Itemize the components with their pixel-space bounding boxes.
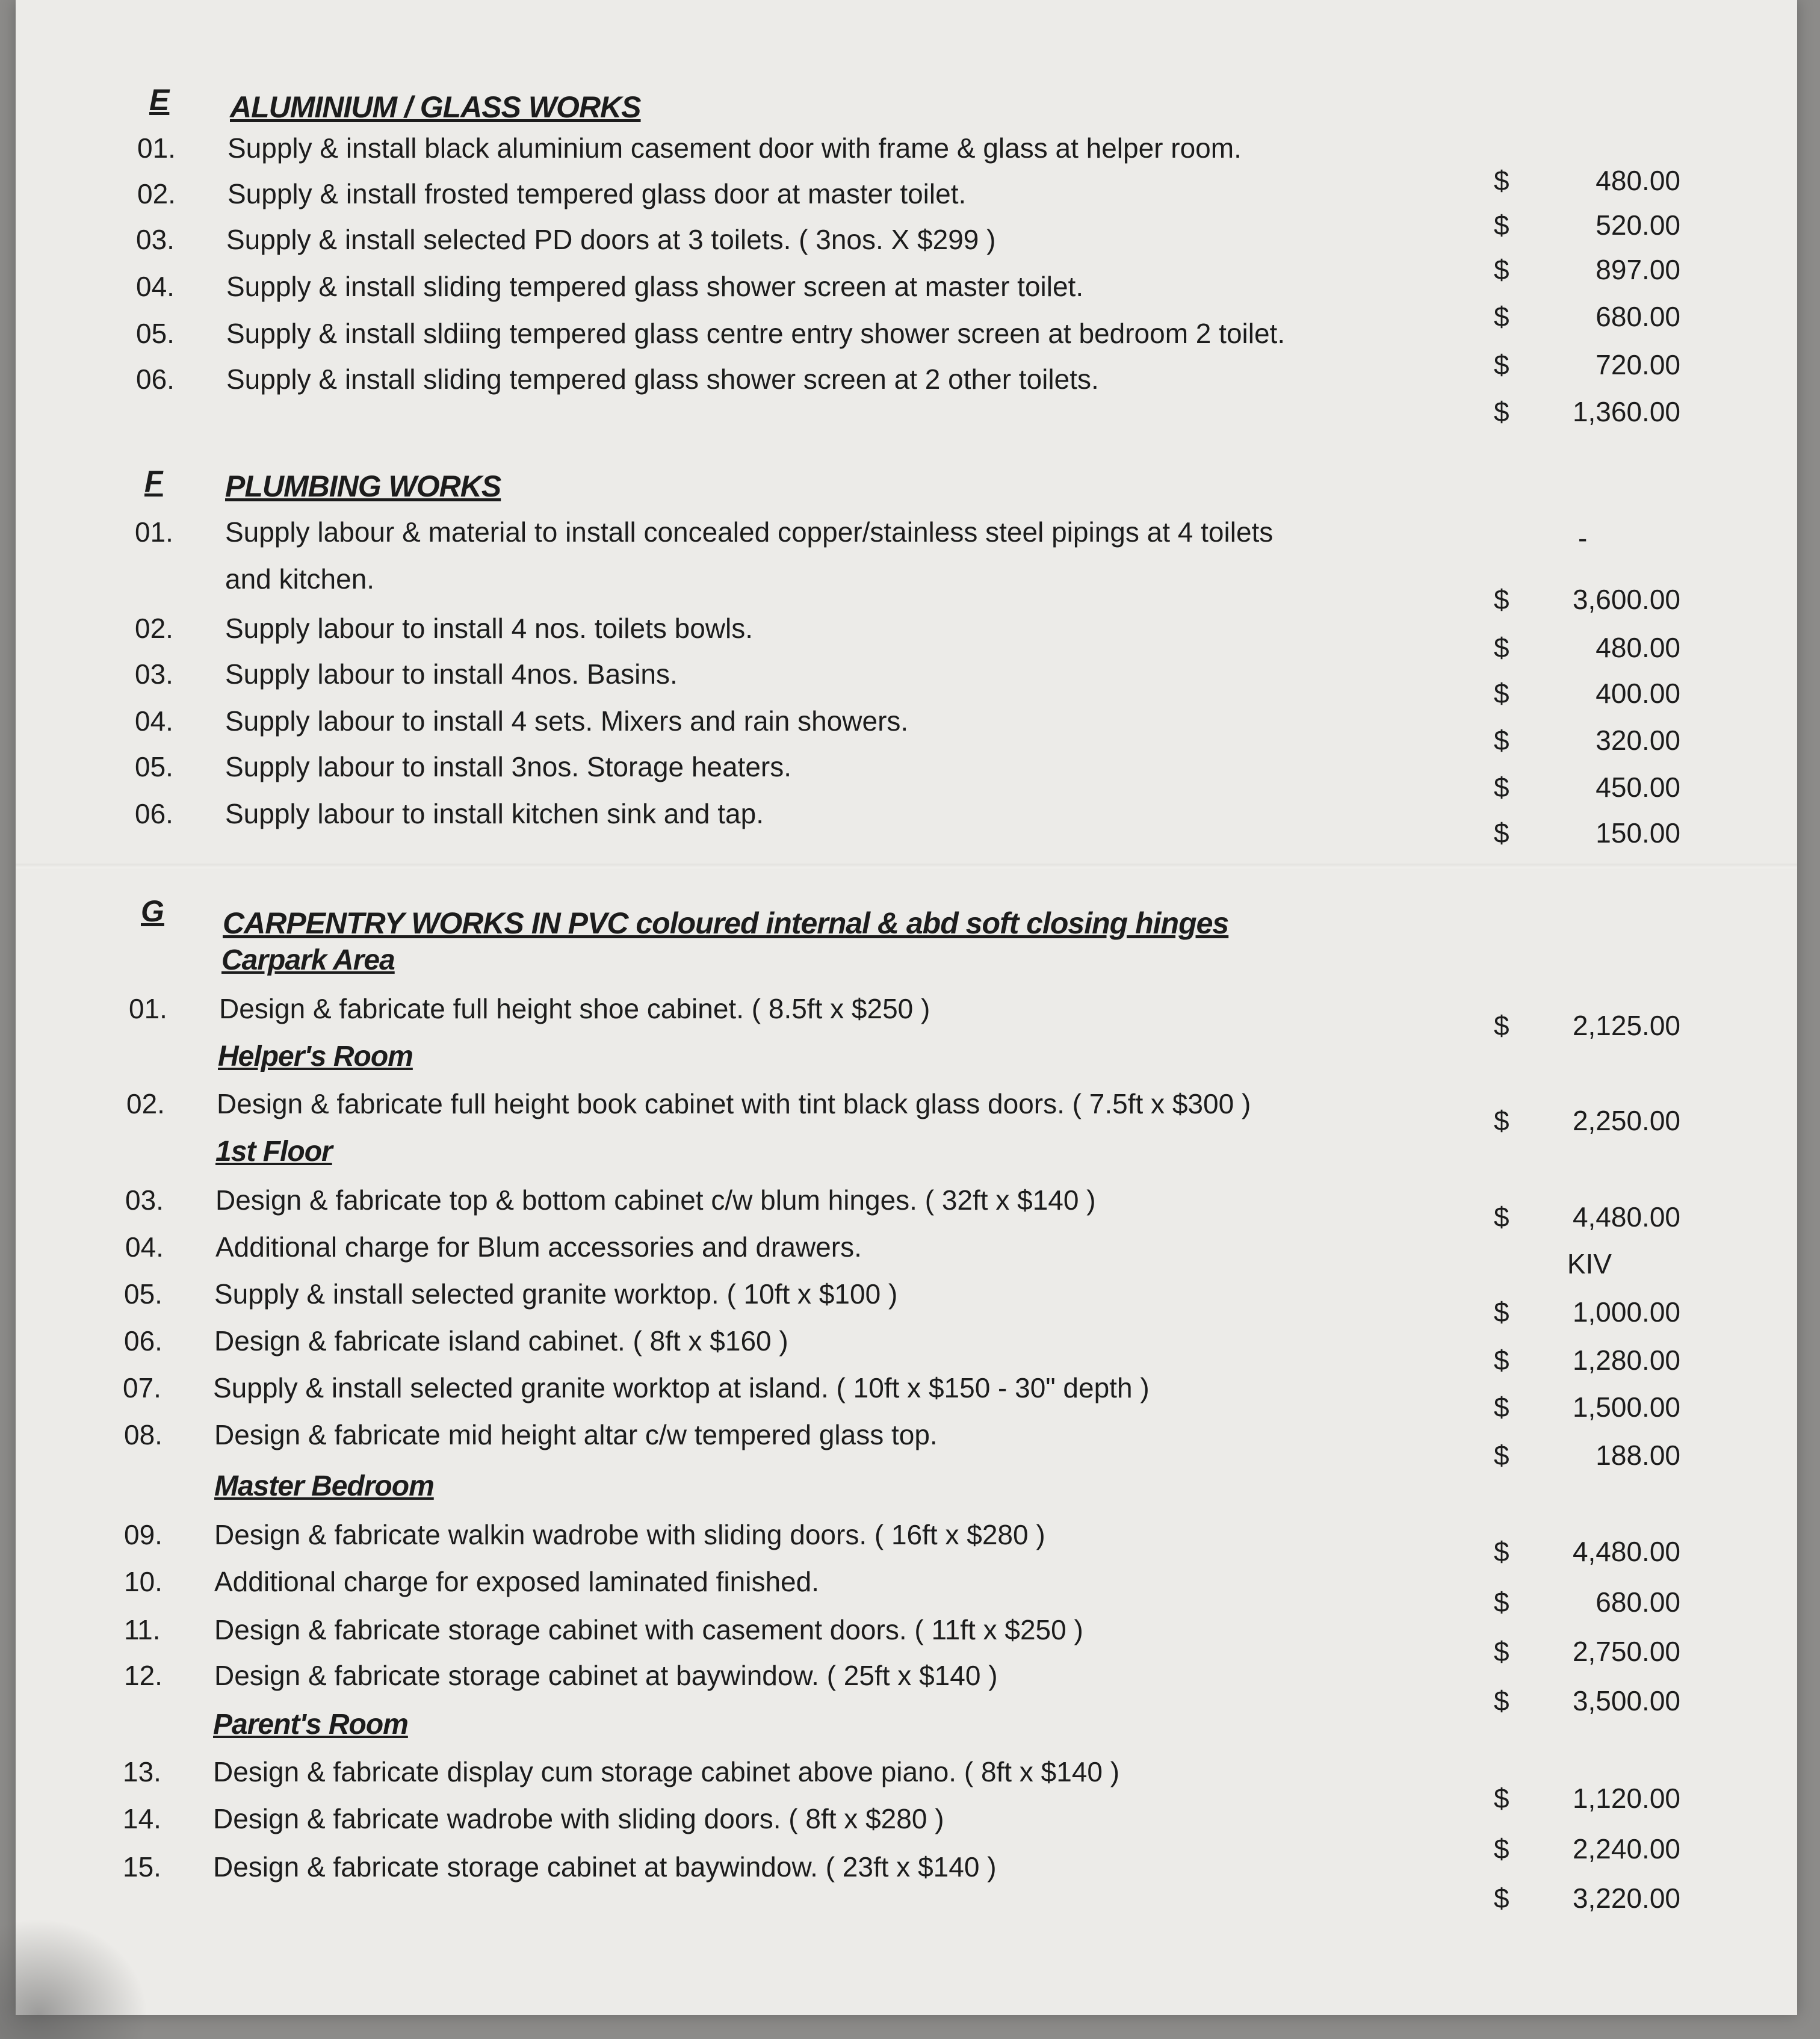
currency-symbol: $ — [1494, 165, 1509, 196]
item-amount — [1494, 1629, 1680, 1674]
subheading: Helper's Room — [218, 1041, 413, 1072]
amount-value: 2,250.00 — [1572, 1105, 1680, 1136]
item-number: 02. — [135, 613, 173, 644]
item-number: 05. — [124, 1278, 162, 1310]
amount-value: 680.00 — [1596, 301, 1680, 332]
amount-value: 1,000.00 — [1572, 1296, 1680, 1328]
item-number: 14. — [123, 1803, 161, 1834]
item-amount — [1494, 1775, 1680, 1821]
item-description: Design & fabricate full height book cabinet with tint black glass doors. ( 7.5ft x $300 ) — [217, 1088, 1251, 1119]
amount-value: 680.00 — [1596, 1586, 1680, 1618]
amount-value: 400.00 — [1596, 678, 1680, 709]
item-description: Design & fabricate display cum storage cabinet above piano. ( 8ft x $140 ) — [213, 1756, 1120, 1787]
currency-symbol: $ — [1494, 1783, 1509, 1814]
amount-value: 3,600.00 — [1572, 584, 1680, 615]
item-amount — [1494, 1337, 1680, 1383]
item-description: Supply & install black aluminium casement door with frame & glass at helper room. — [228, 132, 1242, 164]
currency-symbol: $ — [1494, 1883, 1509, 1914]
item-number: 02. — [137, 178, 176, 209]
subheading: 1st Floor — [215, 1136, 332, 1168]
currency-symbol: $ — [1494, 209, 1509, 241]
item-description: Supply & install sldiing tempered glass centre entry shower screen at bedroom 2 toilet. — [226, 318, 1286, 349]
currency-symbol: $ — [1494, 1201, 1509, 1233]
item-description: Additional charge for exposed laminated finished. — [214, 1566, 819, 1597]
item-amount — [1494, 202, 1680, 248]
item-description: Supply & install selected granite worktop. ( 10ft x $100 ) — [214, 1278, 898, 1310]
amount-value: 480.00 — [1596, 165, 1680, 196]
item-description: Design & fabricate walkin wadrobe with sliding doors. ( 16ft x $280 ) — [214, 1519, 1045, 1550]
item-amount — [1494, 247, 1680, 292]
item-amount — [1494, 294, 1680, 339]
amount-value: 2,125.00 — [1572, 1010, 1680, 1041]
item-amount — [1494, 1289, 1680, 1335]
currency-symbol: $ — [1494, 1685, 1509, 1716]
item-description: Design & fabricate storage cabinet at baywindow. ( 23ft x $140 ) — [213, 1851, 997, 1883]
currency-symbol: $ — [1494, 1010, 1509, 1041]
item-amount — [1494, 577, 1680, 622]
item-description: Supply & install sliding tempered glass shower screen at master toilet. — [226, 271, 1084, 302]
currency-symbol: $ — [1494, 1833, 1509, 1864]
item-description: Supply labour to install kitchen sink and tap. — [225, 798, 764, 829]
item-description: Supply labour to install 4 nos. toilets bowls. — [225, 613, 754, 644]
amount-value: 150.00 — [1596, 817, 1680, 849]
item-number: 04. — [125, 1231, 164, 1263]
item-amount — [1494, 1241, 1680, 1287]
amount-value: 188.00 — [1596, 1440, 1680, 1471]
currency-symbol: $ — [1494, 1105, 1509, 1136]
item-number: 05. — [135, 751, 173, 782]
currency-symbol: $ — [1494, 725, 1509, 756]
item-number: 10. — [124, 1566, 162, 1597]
item-number: 03. — [135, 658, 173, 690]
currency-symbol: $ — [1494, 772, 1509, 803]
currency-symbol: $ — [1494, 1440, 1509, 1471]
currency-symbol: $ — [1494, 301, 1509, 332]
item-amount — [1494, 389, 1680, 435]
item-number: 07. — [123, 1372, 161, 1403]
amount-value: KIV — [1567, 1248, 1612, 1279]
item-amount — [1494, 810, 1680, 856]
amount-value: 1,500.00 — [1572, 1391, 1680, 1423]
item-amount — [1494, 1529, 1680, 1574]
amount-value: 897.00 — [1596, 254, 1680, 285]
item-amount — [1494, 717, 1680, 763]
item-amount — [1494, 158, 1680, 203]
currency-symbol: $ — [1494, 396, 1509, 427]
currency-symbol: $ — [1494, 678, 1509, 709]
amount-value: 3,500.00 — [1572, 1685, 1680, 1716]
item-number: 06. — [136, 364, 175, 395]
item-amount — [1494, 1003, 1680, 1048]
currency-symbol: $ — [1494, 1296, 1509, 1328]
item-number: 01. — [129, 993, 167, 1024]
item-amount — [1494, 342, 1680, 388]
item-description: Design & fabricate mid height altar c/w tempered glass top. — [214, 1419, 938, 1450]
item-number: 04. — [135, 705, 173, 737]
item-description: Additional charge for Blum accessories and drawers. — [215, 1231, 862, 1263]
item-number: 03. — [136, 224, 175, 255]
section-title: ALUMINIUM / GLASS WORKS — [230, 90, 641, 124]
item-number: 11. — [124, 1614, 161, 1645]
amount-value: 4,480.00 — [1572, 1536, 1680, 1567]
amount-value: 2,750.00 — [1572, 1636, 1680, 1667]
amount-value: 1,280.00 — [1572, 1344, 1680, 1376]
item-description: Supply & install sliding tempered glass shower screen at 2 other toilets. — [226, 364, 1099, 395]
item-number: 05. — [136, 318, 175, 349]
item-description: Supply & install selected granite worktop at island. ( 10ft x $150 - 30" depth ) — [213, 1372, 1150, 1403]
section-letter: E — [149, 83, 170, 117]
item-number: 06. — [124, 1325, 162, 1357]
currency-symbol: $ — [1494, 632, 1509, 663]
item-number: 01. — [135, 516, 173, 548]
item-number: 15. — [123, 1851, 161, 1883]
item-amount — [1494, 764, 1680, 810]
item-amount — [1494, 625, 1680, 670]
item-amount — [1494, 1194, 1680, 1240]
section-title: CARPENTRY WORKS IN PVC coloured internal & abd soft closing hinges — [223, 906, 1229, 940]
currency-symbol: $ — [1494, 1391, 1509, 1423]
item-amount — [1494, 1432, 1680, 1478]
currency-symbol: $ — [1494, 1636, 1509, 1667]
item-number: 04. — [136, 271, 175, 302]
item-number: 02. — [126, 1088, 165, 1119]
item-amount — [1494, 1875, 1680, 1921]
item-number: 08. — [124, 1419, 162, 1450]
amount-value: 720.00 — [1596, 349, 1680, 380]
subheading: Parent's Room — [213, 1709, 408, 1740]
item-amount — [1494, 670, 1680, 716]
item-number: 13. — [123, 1756, 161, 1787]
amount-value: 450.00 — [1596, 772, 1680, 803]
item-number: 03. — [125, 1184, 164, 1216]
amount-value: 3,220.00 — [1572, 1883, 1680, 1914]
item-number: 06. — [135, 798, 173, 829]
item-description: Supply & install selected PD doors at 3 toilets. ( 3nos. X $299 ) — [226, 224, 996, 255]
dash-mark: - — [1578, 522, 1588, 554]
currency-symbol: $ — [1494, 1586, 1509, 1618]
amount-value: 320.00 — [1596, 725, 1680, 756]
item-amount — [1494, 1678, 1680, 1724]
subheading: Master Bedroom — [214, 1470, 434, 1502]
currency-symbol: $ — [1494, 1536, 1509, 1567]
currency-symbol: $ — [1494, 817, 1509, 849]
item-description: Design & fabricate island cabinet. ( 8ft x $160 ) — [214, 1325, 788, 1357]
amount-value: 4,480.00 — [1572, 1201, 1680, 1233]
currency-symbol: $ — [1494, 349, 1509, 380]
item-number: 12. — [124, 1660, 162, 1691]
item-description: Design & fabricate wadrobe with sliding doors. ( 8ft x $280 ) — [213, 1803, 944, 1834]
subheading: Carpark Area — [221, 944, 395, 976]
item-amount — [1494, 1384, 1680, 1430]
currency-symbol: $ — [1494, 254, 1509, 285]
item-amount — [1494, 1579, 1680, 1625]
item-description: Supply labour & material to install concealed copper/stainless steel pipings at 4 toilets — [225, 516, 1274, 548]
item-description: Supply labour to install 4nos. Basins. — [225, 658, 678, 690]
currency-symbol: $ — [1494, 1344, 1509, 1376]
section-letter: F — [144, 465, 163, 498]
item-description-continued: and kitchen. — [225, 563, 375, 595]
amount-value: 1,360.00 — [1572, 396, 1680, 427]
currency-symbol: $ — [1494, 584, 1509, 615]
item-description: Supply & install frosted tempered glass door at master toilet. — [228, 178, 967, 209]
amount-value: 1,120.00 — [1572, 1783, 1680, 1814]
item-description: Supply labour to install 4 sets. Mixers and rain showers. — [225, 705, 909, 737]
item-amount — [1494, 1826, 1680, 1872]
section-title: PLUMBING WORKS — [225, 469, 501, 503]
item-description: Design & fabricate storage cabinet with casement doors. ( 11ft x $250 ) — [214, 1614, 1083, 1645]
item-amount — [1494, 1098, 1680, 1143]
section-letter: G — [141, 894, 164, 928]
item-description: Supply labour to install 3nos. Storage heaters. — [225, 751, 792, 782]
item-description: Design & fabricate storage cabinet at baywindow. ( 25ft x $140 ) — [214, 1660, 998, 1691]
amount-value: 480.00 — [1596, 632, 1680, 663]
item-number: 09. — [124, 1519, 162, 1550]
amount-value: 2,240.00 — [1572, 1833, 1680, 1864]
item-description: Design & fabricate top & bottom cabinet c/w blum hinges. ( 32ft x $140 ) — [215, 1184, 1096, 1216]
item-description: Design & fabricate full height shoe cabinet. ( 8.5ft x $250 ) — [219, 993, 930, 1024]
item-number: 01. — [137, 132, 176, 164]
amount-value: 520.00 — [1596, 209, 1680, 241]
